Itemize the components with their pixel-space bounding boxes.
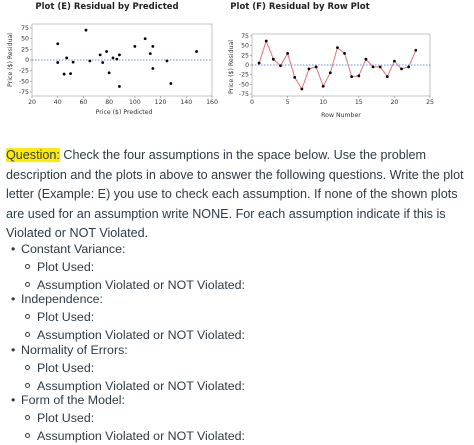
plot-f-xlabel: Row Number [321, 112, 361, 119]
plot-e-xlabel: Price ($) Predicted [95, 109, 153, 116]
plot-e-point [149, 52, 152, 55]
plot-e-point [115, 58, 118, 61]
bullet-icon: • [11, 393, 16, 407]
plot-e-x-tick-label: 40 [53, 99, 62, 106]
plot-e-x-tick-label: 160 [206, 99, 218, 106]
plot-e-point [56, 61, 59, 64]
residual-plots [0, 0, 474, 130]
plot-f-point [414, 49, 417, 52]
plot-f-point [300, 88, 303, 91]
violated-label: Assumption Violated or NOT Violated: [37, 429, 246, 443]
assumption-independence [6, 290, 466, 344]
plot-used-label: Plot Used: [37, 310, 95, 324]
plot-e-y-tick-label: 75 [21, 25, 29, 32]
plot-e-point [65, 56, 68, 59]
plot-e-x-tick-label: 80 [105, 99, 114, 106]
plot-e-x-tick-label: 60 [79, 99, 88, 106]
plot-e-x-tick-label: 20 [28, 99, 36, 106]
plot-e-title: Plot (E) Residual by Predicted [35, 2, 179, 12]
plot-e-point [101, 61, 104, 64]
violated-label: Assumption Violated or NOT Violated: [37, 328, 246, 342]
plot-f-point [357, 74, 360, 77]
bullet-icon: • [11, 242, 16, 256]
plot-f-point [308, 67, 311, 70]
circle-bullet-icon [25, 332, 30, 337]
plot-f-y-tick-label: 50 [241, 42, 249, 50]
bullet-icon: • [11, 292, 16, 306]
plot-f-y-tick-label: -25 [238, 71, 249, 79]
plot-f-y-ticks [239, 33, 252, 98]
plot-e-point [133, 45, 136, 48]
plot-f-point [407, 66, 410, 69]
assumption-name: Constant Variance: [21, 242, 126, 256]
plot-e-y-tick-label: 25 [21, 46, 29, 54]
plot-e-x-tick-label: 120 [154, 99, 167, 106]
plot-e-y-tick-label: -50 [18, 78, 29, 86]
question-text: Check the four assumptions in the space below. Use the problem description and the plots in above to answer the following questions. Write the plot letter (Example: E) you use to check each assumption. If none of the shown plots are used for an assumption write NONE. For each assumption indicate if this is Violated or NOT Violated. [6, 148, 464, 241]
plot-e-y-tick-label: -25 [18, 67, 29, 75]
plot-used-label: Plot Used: [37, 260, 95, 274]
plot-f-title: Plot (F) Residual by Row Plot [230, 2, 370, 12]
plot-f-y-tick-label: 75 [241, 33, 249, 40]
circle-bullet-icon [25, 415, 30, 420]
assumption-constant-variance [6, 240, 466, 294]
plot-e-point [85, 29, 88, 32]
circle-bullet-icon [25, 264, 30, 269]
plot-e-point [88, 59, 91, 62]
plot-f-x-tick-label: 5 [285, 99, 290, 106]
plot-e-point [63, 73, 66, 76]
plot-f-point [258, 62, 261, 65]
plots-canvas [0, 0, 474, 130]
plot-f-point [272, 58, 275, 61]
plot-f-point [350, 75, 353, 78]
plot-f-x-tick-label: 10 [319, 99, 328, 106]
plot-f-x-tick-label: 20 [390, 99, 399, 106]
assumption-name: Form of the Model: [21, 393, 125, 407]
plot-f-point [286, 52, 289, 55]
plot-e-y-ticks [19, 25, 32, 96]
plot-f-point [393, 60, 396, 63]
plot-e-point [151, 45, 154, 48]
plot-e-point [105, 50, 108, 53]
plot-f-y-tick-label: -75 [238, 91, 249, 98]
assumption-name: Normality of Errors: [21, 343, 128, 357]
assumption-form-of-model [6, 391, 466, 445]
plot-e-y-tick-label: 50 [21, 35, 29, 43]
plot-e-point [56, 42, 59, 45]
plot-f-point [315, 66, 318, 69]
plot-f-point [336, 46, 339, 49]
plot-f-point [372, 66, 375, 69]
assumption-normality [6, 341, 466, 395]
circle-bullet-icon [25, 433, 30, 438]
plot-f-point [322, 85, 325, 88]
assumption-name: Independence: [21, 292, 103, 306]
plot-f-point [400, 67, 403, 70]
plot-e-point [112, 56, 115, 59]
circle-bullet-icon [25, 282, 30, 287]
plot-e-y-tick-label: -75 [18, 89, 29, 96]
plot-e-point [69, 72, 72, 75]
plot-e-y-tick-label: 0 [25, 57, 29, 64]
violated-label: Assumption Violated or NOT Violated: [37, 379, 246, 393]
plot-e-point [118, 53, 121, 56]
plot-e-x-tick-label: 140 [180, 99, 193, 106]
plot-used-label: Plot Used: [37, 361, 95, 375]
plot-f-point [365, 58, 368, 61]
plot-e-point [151, 67, 154, 70]
plot-f-point [293, 76, 296, 79]
plot-f-point [329, 71, 332, 74]
plot-f-x-ticks [250, 96, 434, 106]
circle-bullet-icon [25, 314, 30, 319]
plot-f-y-tick-label: 0 [245, 62, 249, 69]
plot-used-label: Plot Used: [37, 411, 95, 425]
plot-e-x-ticks [28, 96, 218, 106]
plot-f-point [279, 64, 282, 67]
circle-bullet-icon [25, 365, 30, 370]
plot-f-point [386, 75, 389, 78]
plot-f-x-tick-label: 0 [250, 99, 254, 106]
circle-bullet-icon [25, 383, 30, 388]
bullet-icon: • [11, 343, 16, 357]
plot-e-x-tick-label: 100 [128, 99, 141, 106]
question-label: Question: [6, 148, 60, 162]
plot-f-ylabel: Price ($) Residual [228, 40, 235, 94]
plot-f-point [343, 52, 346, 55]
plot-e-point [169, 82, 172, 85]
plot-e-point [144, 37, 147, 40]
question-block [6, 146, 464, 244]
plot-f-point [379, 66, 382, 69]
plot-e-point [166, 59, 169, 62]
plot-f-x-tick-label: 25 [426, 99, 434, 106]
plot-f-y-tick-label: 25 [241, 52, 249, 60]
violated-label: Assumption Violated or NOT Violated: [37, 278, 246, 292]
plot-f-point [265, 40, 268, 43]
plot-e-point [118, 85, 121, 88]
plot-e-point [72, 61, 75, 64]
plot-e-point [195, 50, 198, 53]
plot-e-ylabel: Price ($) Residual [7, 33, 14, 87]
plot-e-point [99, 53, 102, 56]
plot-e-point [108, 71, 111, 74]
plot-f-y-tick-label: -50 [238, 81, 249, 89]
plot-f-x-tick-label: 15 [354, 99, 363, 106]
